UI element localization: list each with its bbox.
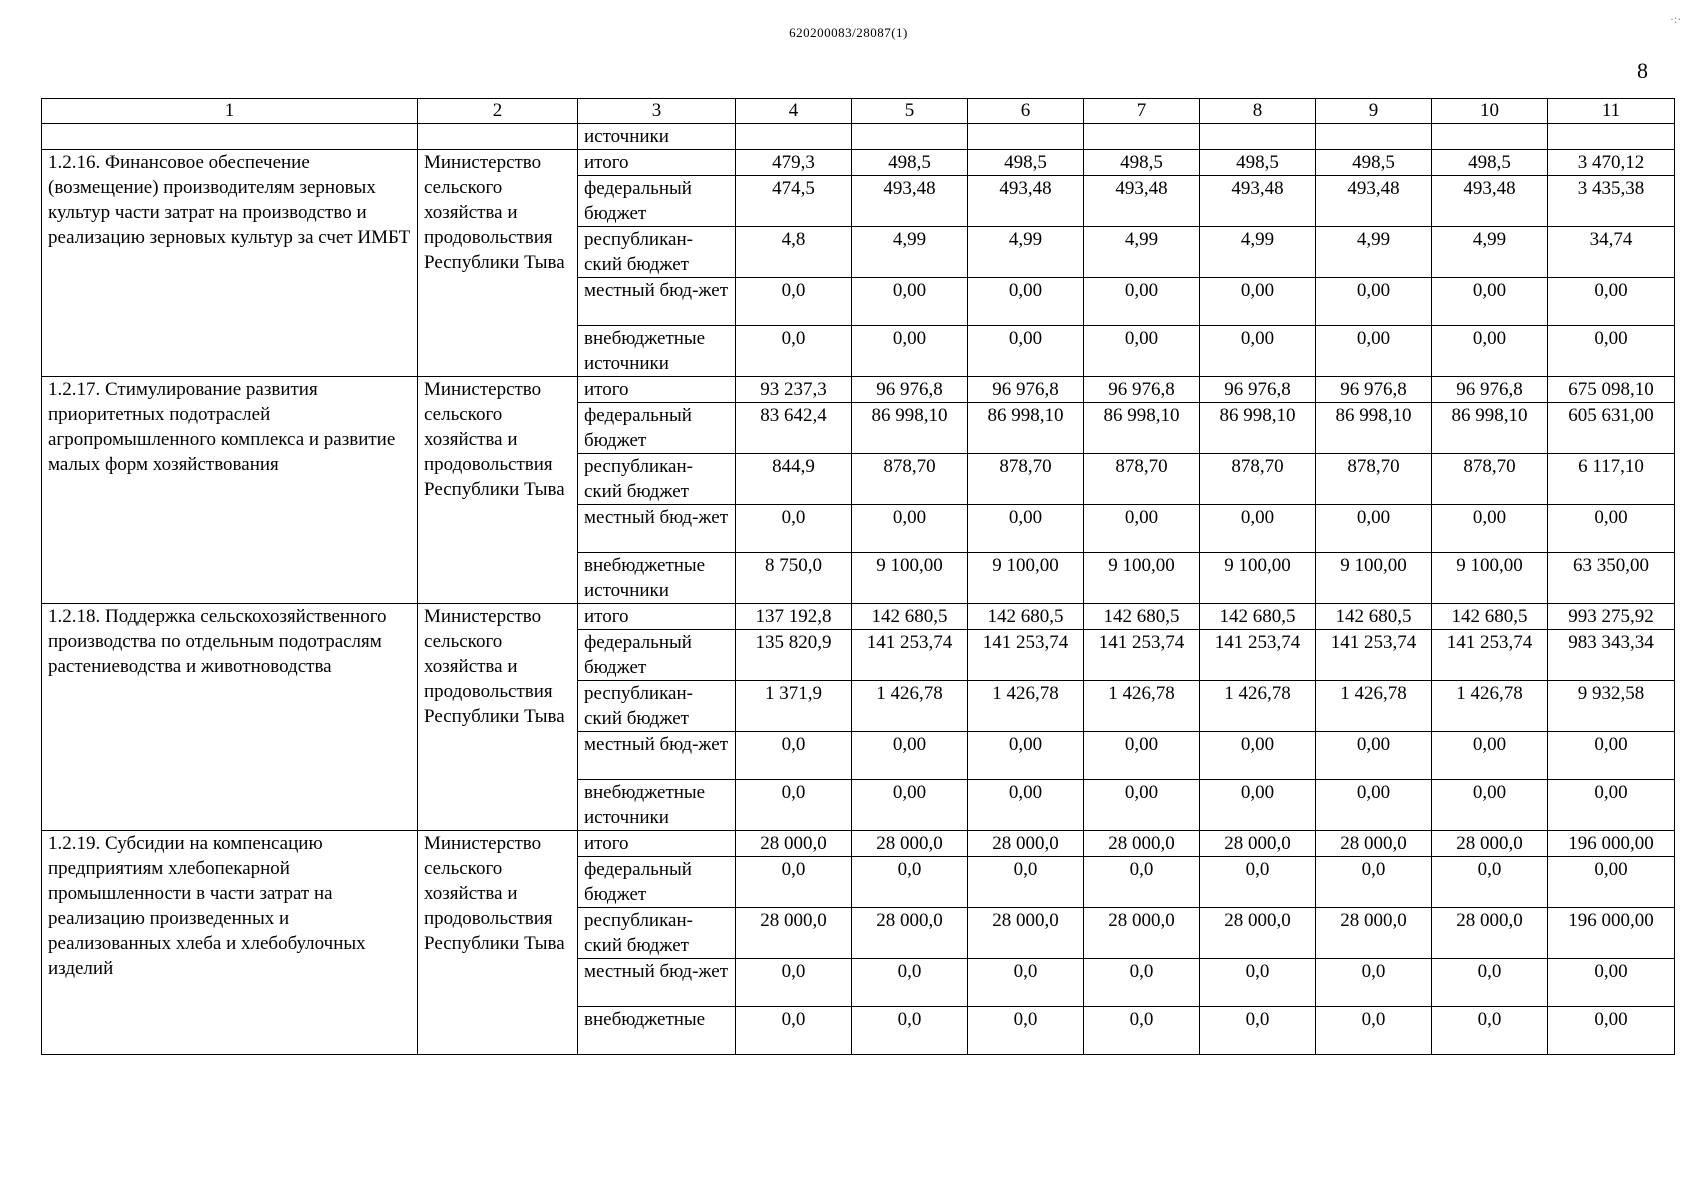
value-cell: 493,48 (1316, 176, 1432, 227)
value-cell: 141 253,74 (968, 630, 1084, 681)
value-cell: 0,0 (1084, 959, 1200, 1007)
value-cell: 0,0 (736, 1007, 852, 1055)
value-cell: 0,00 (1200, 278, 1316, 326)
value-cell: 474,5 (736, 176, 852, 227)
value-cell: 993 275,92 (1548, 604, 1675, 630)
value-cell: 878,70 (968, 454, 1084, 505)
source-cell: источники (578, 124, 736, 150)
value-cell: 96 976,8 (1200, 377, 1316, 403)
empty-cell (42, 124, 418, 150)
value-cell: 0,00 (1200, 326, 1316, 377)
value-cell: 0,0 (1084, 857, 1200, 908)
value-cell: 0,00 (1548, 278, 1675, 326)
value-cell: 0,0 (736, 326, 852, 377)
continuation-row (42, 124, 1675, 150)
value-cell: 3 470,12 (1548, 150, 1675, 176)
column-number: 11 (1548, 99, 1675, 124)
document-id: 620200083/28087(1) (789, 25, 908, 40)
funding-source: итого (578, 604, 736, 630)
executor-name: Министерство сельского хозяйства и продовольствия Республики Тыва (418, 377, 578, 604)
value-cell: 844,9 (736, 454, 852, 505)
value-cell: 28 000,0 (968, 831, 1084, 857)
value-cell: 0,00 (968, 732, 1084, 780)
value-cell: 28 000,0 (852, 908, 968, 959)
value-cell: 86 998,10 (1432, 403, 1548, 454)
value-cell: 0,0 (736, 857, 852, 908)
value-cell: 0,00 (1200, 780, 1316, 831)
value-cell: 6 117,10 (1548, 454, 1675, 505)
value-cell: 9 932,58 (1548, 681, 1675, 732)
value-cell: 142 680,5 (1084, 604, 1200, 630)
value-cell: 28 000,0 (1432, 908, 1548, 959)
column-number: 10 (1432, 99, 1548, 124)
value-cell: 0,00 (1548, 959, 1675, 1007)
funding-source: итого (578, 377, 736, 403)
value-cell: 493,48 (968, 176, 1084, 227)
value-cell: 1 426,78 (852, 681, 968, 732)
value-cell: 9 100,00 (1316, 553, 1432, 604)
funding-source: итого (578, 831, 736, 857)
scan-mark-icon: ·:· (1670, 12, 1682, 26)
value-cell: 493,48 (1200, 176, 1316, 227)
value-cell: 0,00 (1432, 326, 1548, 377)
funding-source: республикан-ский бюджет (578, 454, 736, 505)
value-cell: 3 435,38 (1548, 176, 1675, 227)
column-number: 7 (1084, 99, 1200, 124)
value-cell: 493,48 (852, 176, 968, 227)
value-cell: 0,00 (1084, 780, 1200, 831)
measure-title: 1.2.16. Финансовое обеспечение (возмещение) производителям зерновых культур части затрат на производство и реализацию зерновых культур за счет ИМБТ (42, 150, 418, 377)
value-cell: 4,99 (968, 227, 1084, 278)
value-cell: 142 680,5 (1432, 604, 1548, 630)
value-cell: 0,00 (1548, 857, 1675, 908)
value-cell: 0,00 (1432, 278, 1548, 326)
value-cell: 96 976,8 (1432, 377, 1548, 403)
funding-source: внебюджетные источники (578, 780, 736, 831)
value-cell: 141 253,74 (1200, 630, 1316, 681)
value-cell: 0,0 (1432, 1007, 1548, 1055)
funding-source: внебюджетные источники (578, 553, 736, 604)
funding-source: местный бюд-жет (578, 278, 736, 326)
column-number: 4 (736, 99, 852, 124)
value-cell: 878,70 (852, 454, 968, 505)
value-cell: 0,00 (968, 278, 1084, 326)
value-cell: 0,0 (736, 780, 852, 831)
value-cell: 0,0 (852, 857, 968, 908)
column-number: 2 (418, 99, 578, 124)
value-cell: 0,00 (1548, 326, 1675, 377)
value-cell: 28 000,0 (1316, 908, 1432, 959)
value-cell: 0,00 (1432, 780, 1548, 831)
value-cell: 675 098,10 (1548, 377, 1675, 403)
executor-name: Министерство сельского хозяйства и продовольствия Республики Тыва (418, 604, 578, 831)
value-cell: 0,00 (852, 278, 968, 326)
value-cell: 86 998,10 (968, 403, 1084, 454)
value-cell (852, 124, 968, 150)
value-cell: 0,00 (968, 326, 1084, 377)
value-cell: 493,48 (1084, 176, 1200, 227)
value-cell: 142 680,5 (852, 604, 968, 630)
funding-source: федеральный бюджет (578, 630, 736, 681)
value-cell (1432, 124, 1548, 150)
value-cell (968, 124, 1084, 150)
value-cell: 8 750,0 (736, 553, 852, 604)
value-cell: 0,00 (1084, 326, 1200, 377)
value-cell: 96 976,8 (1084, 377, 1200, 403)
value-cell (1316, 124, 1432, 150)
value-cell: 0,00 (1200, 732, 1316, 780)
value-cell: 0,00 (1316, 732, 1432, 780)
budget-row (42, 604, 1675, 630)
column-number: 3 (578, 99, 736, 124)
value-cell: 28 000,0 (852, 831, 968, 857)
value-cell: 878,70 (1316, 454, 1432, 505)
value-cell: 0,00 (1200, 505, 1316, 553)
value-cell: 0,0 (736, 505, 852, 553)
value-cell: 498,5 (852, 150, 968, 176)
value-cell: 142 680,5 (1316, 604, 1432, 630)
funding-source: республикан-ский бюджет (578, 227, 736, 278)
value-cell: 983 343,34 (1548, 630, 1675, 681)
value-cell: 0,0 (736, 959, 852, 1007)
value-cell: 498,5 (1316, 150, 1432, 176)
value-cell: 137 192,8 (736, 604, 852, 630)
value-cell: 28 000,0 (968, 908, 1084, 959)
value-cell: 0,0 (1316, 857, 1432, 908)
column-number: 5 (852, 99, 968, 124)
value-cell: 0,0 (1432, 959, 1548, 1007)
funding-source: федеральный бюджет (578, 176, 736, 227)
value-cell: 0,00 (1316, 780, 1432, 831)
value-cell: 0,0 (968, 857, 1084, 908)
value-cell (1548, 124, 1675, 150)
funding-source: республикан-ский бюджет (578, 681, 736, 732)
value-cell: 96 976,8 (1316, 377, 1432, 403)
value-cell: 196 000,00 (1548, 831, 1675, 857)
column-number: 8 (1200, 99, 1316, 124)
value-cell: 9 100,00 (1200, 553, 1316, 604)
column-number: 1 (42, 99, 418, 124)
budget-row (42, 377, 1675, 403)
value-cell: 1 426,78 (1316, 681, 1432, 732)
value-cell: 0,0 (1200, 959, 1316, 1007)
value-cell: 142 680,5 (968, 604, 1084, 630)
value-cell: 86 998,10 (1084, 403, 1200, 454)
value-cell: 96 976,8 (852, 377, 968, 403)
executor-name: Министерство сельского хозяйства и продовольствия Республики Тыва (418, 150, 578, 377)
value-cell: 28 000,0 (736, 831, 852, 857)
budget-row (42, 150, 1675, 176)
value-cell: 83 642,4 (736, 403, 852, 454)
value-cell: 4,99 (852, 227, 968, 278)
value-cell: 0,00 (1548, 1007, 1675, 1055)
value-cell: 141 253,74 (1432, 630, 1548, 681)
value-cell: 0,0 (1316, 1007, 1432, 1055)
value-cell: 28 000,0 (1200, 908, 1316, 959)
empty-cell (418, 124, 578, 150)
column-number-row (42, 99, 1675, 124)
value-cell: 878,70 (1200, 454, 1316, 505)
value-cell: 4,99 (1084, 227, 1200, 278)
value-cell: 0,00 (1316, 278, 1432, 326)
executor-name: Министерство сельского хозяйства и продовольствия Республики Тыва (418, 831, 578, 1055)
value-cell: 93 237,3 (736, 377, 852, 403)
value-cell: 498,5 (1200, 150, 1316, 176)
value-cell: 878,70 (1432, 454, 1548, 505)
value-cell: 0,00 (968, 780, 1084, 831)
value-cell: 0,00 (852, 732, 968, 780)
value-cell: 4,8 (736, 227, 852, 278)
value-cell: 0,00 (1432, 505, 1548, 553)
value-cell: 141 253,74 (1316, 630, 1432, 681)
measure-title: 1.2.19. Субсидии на компенсацию предприятиям хлебопекарной промышленности в части затрат на реализацию произведенных и реализованных хлеба и хлебобулочных изделий (42, 831, 418, 1055)
value-cell: 1 371,9 (736, 681, 852, 732)
value-cell: 0,0 (1200, 857, 1316, 908)
value-cell: 1 426,78 (1432, 681, 1548, 732)
value-cell: 4,99 (1316, 227, 1432, 278)
value-cell: 86 998,10 (1316, 403, 1432, 454)
value-cell: 96 976,8 (968, 377, 1084, 403)
value-cell: 28 000,0 (1432, 831, 1548, 857)
value-cell: 493,48 (1432, 176, 1548, 227)
value-cell: 0,00 (1316, 326, 1432, 377)
value-cell (1200, 124, 1316, 150)
value-cell: 0,00 (1548, 780, 1675, 831)
budget-row (42, 831, 1675, 857)
value-cell: 0,0 (852, 959, 968, 1007)
value-cell: 498,5 (1432, 150, 1548, 176)
value-cell: 0,00 (1548, 505, 1675, 553)
measure-title: 1.2.18. Поддержка сельскохозяйственного производства по отдельным подотраслям растениеводства и животноводства (42, 604, 418, 831)
value-cell: 1 426,78 (1200, 681, 1316, 732)
value-cell: 0,0 (1316, 959, 1432, 1007)
value-cell (736, 124, 852, 150)
value-cell: 9 100,00 (852, 553, 968, 604)
value-cell: 9 100,00 (1432, 553, 1548, 604)
value-cell: 0,00 (1316, 505, 1432, 553)
value-cell: 0,0 (1200, 1007, 1316, 1055)
value-cell: 135 820,9 (736, 630, 852, 681)
value-cell: 0,00 (1084, 505, 1200, 553)
funding-source: федеральный бюджет (578, 857, 736, 908)
funding-source: федеральный бюджет (578, 403, 736, 454)
value-cell (1084, 124, 1200, 150)
value-cell: 28 000,0 (1084, 831, 1200, 857)
value-cell: 0,00 (1548, 732, 1675, 780)
value-cell: 0,0 (736, 732, 852, 780)
value-cell: 0,00 (852, 780, 968, 831)
value-cell: 4,99 (1200, 227, 1316, 278)
value-cell: 0,00 (852, 505, 968, 553)
value-cell: 86 998,10 (852, 403, 968, 454)
value-cell: 196 000,00 (1548, 908, 1675, 959)
measure-title: 1.2.17. Стимулирование развития приоритетных подотраслей агропромышленного комплекса и развитие малых форм хозяйствования (42, 377, 418, 604)
column-number: 6 (968, 99, 1084, 124)
value-cell: 86 998,10 (1200, 403, 1316, 454)
budget-table (41, 98, 1675, 1055)
funding-source: внебюджетные источники (578, 326, 736, 377)
funding-source: местный бюд-жет (578, 732, 736, 780)
value-cell: 28 000,0 (1316, 831, 1432, 857)
value-cell: 0,0 (1084, 1007, 1200, 1055)
value-cell: 498,5 (968, 150, 1084, 176)
value-cell: 4,99 (1432, 227, 1548, 278)
value-cell: 28 000,0 (1200, 831, 1316, 857)
value-cell: 1 426,78 (968, 681, 1084, 732)
value-cell: 0,0 (1432, 857, 1548, 908)
value-cell: 34,74 (1548, 227, 1675, 278)
value-cell: 9 100,00 (968, 553, 1084, 604)
page-number: 8 (1637, 58, 1648, 83)
value-cell: 28 000,0 (736, 908, 852, 959)
column-number: 9 (1316, 99, 1432, 124)
value-cell: 63 350,00 (1548, 553, 1675, 604)
value-cell: 1 426,78 (1084, 681, 1200, 732)
value-cell: 0,0 (968, 959, 1084, 1007)
value-cell: 0,0 (736, 278, 852, 326)
funding-source: республикан-ский бюджет (578, 908, 736, 959)
value-cell: 0,00 (1084, 732, 1200, 780)
value-cell: 0,00 (1084, 278, 1200, 326)
value-cell: 0,00 (1432, 732, 1548, 780)
table-body (42, 99, 1675, 1055)
funding-source: местный бюд-жет (578, 505, 736, 553)
funding-source: местный бюд-жет (578, 959, 736, 1007)
value-cell: 141 253,74 (852, 630, 968, 681)
value-cell: 142 680,5 (1200, 604, 1316, 630)
value-cell: 479,3 (736, 150, 852, 176)
value-cell: 498,5 (1084, 150, 1200, 176)
value-cell: 0,00 (968, 505, 1084, 553)
value-cell: 9 100,00 (1084, 553, 1200, 604)
value-cell: 0,00 (852, 326, 968, 377)
value-cell: 0,0 (852, 1007, 968, 1055)
value-cell: 0,0 (968, 1007, 1084, 1055)
funding-source: итого (578, 150, 736, 176)
value-cell: 28 000,0 (1084, 908, 1200, 959)
value-cell: 141 253,74 (1084, 630, 1200, 681)
value-cell: 605 631,00 (1548, 403, 1675, 454)
value-cell: 878,70 (1084, 454, 1200, 505)
funding-source: внебюджетные (578, 1007, 736, 1055)
